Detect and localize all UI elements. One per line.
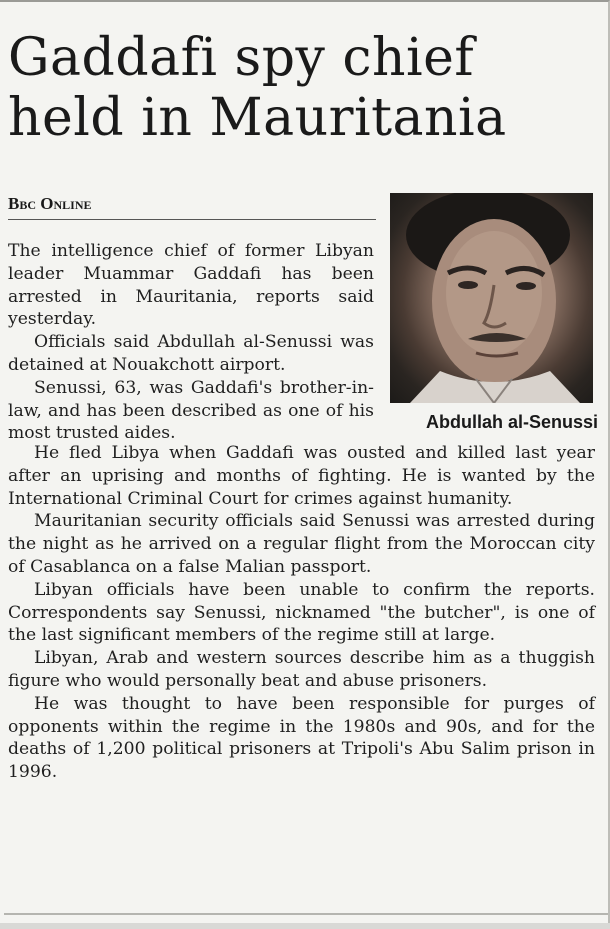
paragraph: Libyan, Arab and western sources describe him as a thuggish figure who would personally beat and abuse prisoners. xyxy=(8,648,595,691)
photo-caption: Abdullah al-Senussi xyxy=(425,412,598,432)
paragraph: Libyan officials have been unable to confirm the reports. Correspondents say Senussi, nicknamed "the butcher", is one of the last significant members of the regime still at large. xyxy=(8,579,595,646)
page-bottom-rule xyxy=(4,913,608,915)
portrait-figure xyxy=(390,193,593,403)
article-body-narrow-column xyxy=(8,240,374,445)
paragraph: The intelligence chief of former Libyan leader Muammar Gaddafi has been arrested in Mauritania, reports said yesterday. xyxy=(8,241,374,330)
paragraph: Officials said Abdullah al-Senussi was detained at Nouakchott airport. xyxy=(8,332,374,375)
paragraph: Senussi, 63, was Gaddafi's brother-in-law, and has been described as one of his most trusted aides. xyxy=(8,377,374,444)
headline-line-1: Gaddafi spy chief xyxy=(8,28,475,88)
article-body-wide-column xyxy=(8,442,595,784)
paragraph: Mauritanian security officials said Senussi was arrested during the night as he arrived on a regular flight from the Moroccan city of Casablanca on a false Malian passport. xyxy=(8,511,595,577)
paragraph: He was thought to have been responsible for purges of opponents within the regime in the 1980s and 90s, and for the deaths of 1,200 political prisoners at Tripoli's Abu Salim prison in 1996. xyxy=(8,693,595,783)
headline-line-2: held in Mauritania xyxy=(8,88,507,148)
portrait-photo xyxy=(390,193,593,403)
headline xyxy=(8,28,603,148)
byline: Bbc Online xyxy=(8,194,376,220)
paragraph: He fled Libya when Gaddafi was ousted and killed last year after an uprising and months of fighting. He is wanted by the International Criminal Court for crimes against humanity. xyxy=(8,443,595,509)
